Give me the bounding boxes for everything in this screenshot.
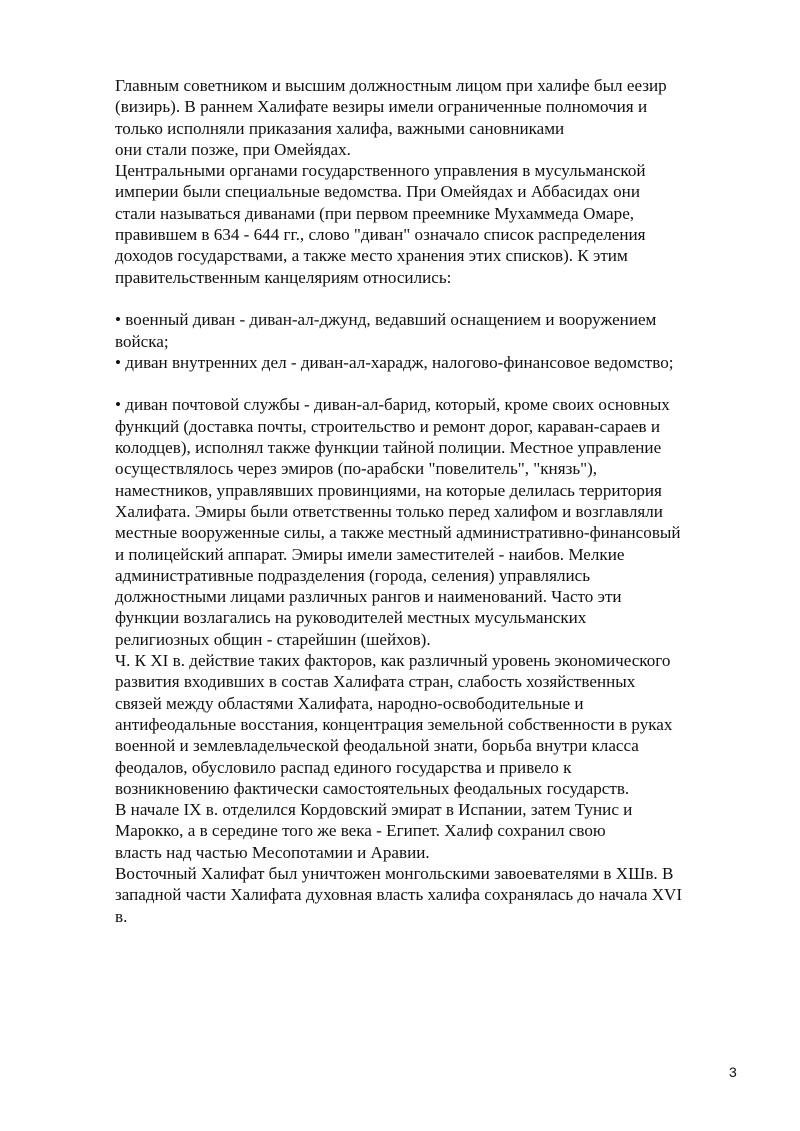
text-line: • военный диван - диван-ал-джунд, ведавший оснащением и вооружением: [115, 310, 657, 330]
text-line: осуществлялось через эмиров (по-арабски "повелитель", "князь"),: [115, 459, 598, 479]
body-text: [115, 75, 755, 927]
text-line: Восточный Халифат был уничтожен монгольскими завоевателями в ХШв. В: [115, 863, 674, 883]
text-line: правительственным канцеляриям относились:: [115, 267, 452, 287]
text-line: Ч. К XI в. действие таких факторов, как различный уровень экономического: [115, 651, 671, 671]
text-line: западной части Халифата духовная власть халифа сохранялась до начала XVI: [115, 885, 683, 905]
text-line: Марокко, а в середине того же века - Египет. Халиф сохранил свою: [115, 821, 606, 841]
text-line: функции возлагались на руководителей местных мусульманских: [115, 608, 587, 628]
text-line: Халифата. Эмиры были ответственны только перед халифом и возглавляли: [115, 501, 663, 521]
text-line: феодалов, обусловило распад единого государства и привело к: [115, 757, 572, 777]
text-line: правившем в 634 - 644 гг., слово "диван" означало список распределения: [115, 225, 646, 245]
text-line: колодцев), исполнял также функции тайной полиции. Местное управление: [115, 438, 662, 458]
text-line: (визирь). В раннем Халифате везиры имели ограниченные полномочия и: [115, 97, 648, 117]
text-line: в.: [115, 906, 128, 926]
blank-line: [115, 373, 755, 394]
text-line: связей между областями Халифата, народно-освободительные и: [115, 693, 584, 713]
text-line: наместников, управлявших провинциями, на которые делилась территория: [115, 480, 662, 500]
text-line: • диван почтовой службы - диван-ал-барид, который, кроме своих основных: [115, 395, 670, 415]
text-line: функций (доставка почты, строительство и ремонт дорог, караван-сараев и: [115, 416, 661, 436]
text-line: империи были специальные ведомства. При Омейядах и Аббасидах они: [115, 182, 640, 202]
text-line: административные подразделения (города, селения) управлялись: [115, 565, 591, 585]
text-line: религиозных общин - старейшин (шейхов).: [115, 629, 431, 649]
text-line: и полицейский аппарат. Эмиры имели заместителей - наибов. Мелкие: [115, 544, 625, 564]
text-line: возникновению фактически самостоятельных феодальных государств.: [115, 778, 630, 798]
text-line: они стали позже, при Омейядах.: [115, 139, 351, 159]
text-line: местные вооруженные силы, а также местный административно-финансовый: [115, 523, 681, 543]
text-line: войска;: [115, 331, 169, 351]
text-line: военной и землевладельческой феодальной знати, борьба внутри класса: [115, 736, 639, 756]
text-line: • диван внутренних дел - диван-ал-харадж, налогово-финансовое ведомство;: [115, 352, 674, 372]
text-line: развития входивших в состав Халифата стран, слабость хозяйственных: [115, 672, 636, 692]
text-line: должностными лицами различных рангов и наименований. Часто эти: [115, 587, 622, 607]
page-number: 3: [729, 1064, 737, 1080]
blank-line: [115, 288, 755, 309]
text-line: доходов государствами, а также место хранения этих списков). К этим: [115, 246, 628, 266]
text-line: антифеодальные восстания, концентрация земельной собственности в руках: [115, 714, 673, 734]
text-line: В начале IX в. отделился Кордовский эмират в Испании, затем Тунис и: [115, 800, 633, 820]
text-line: только исполняли приказания халифа, важными сановниками: [115, 118, 565, 138]
text-line: Главным советником и высшим должностным лицом при халифе был еезир: [115, 76, 667, 95]
text-line: стали называться диванами (при первом преемнике Мухаммеда Омаре,: [115, 203, 635, 223]
text-line: Центральными органами государственного управления в мусульманской: [115, 161, 646, 181]
text-line: власть над частью Месопотамии и Аравии.: [115, 842, 430, 862]
